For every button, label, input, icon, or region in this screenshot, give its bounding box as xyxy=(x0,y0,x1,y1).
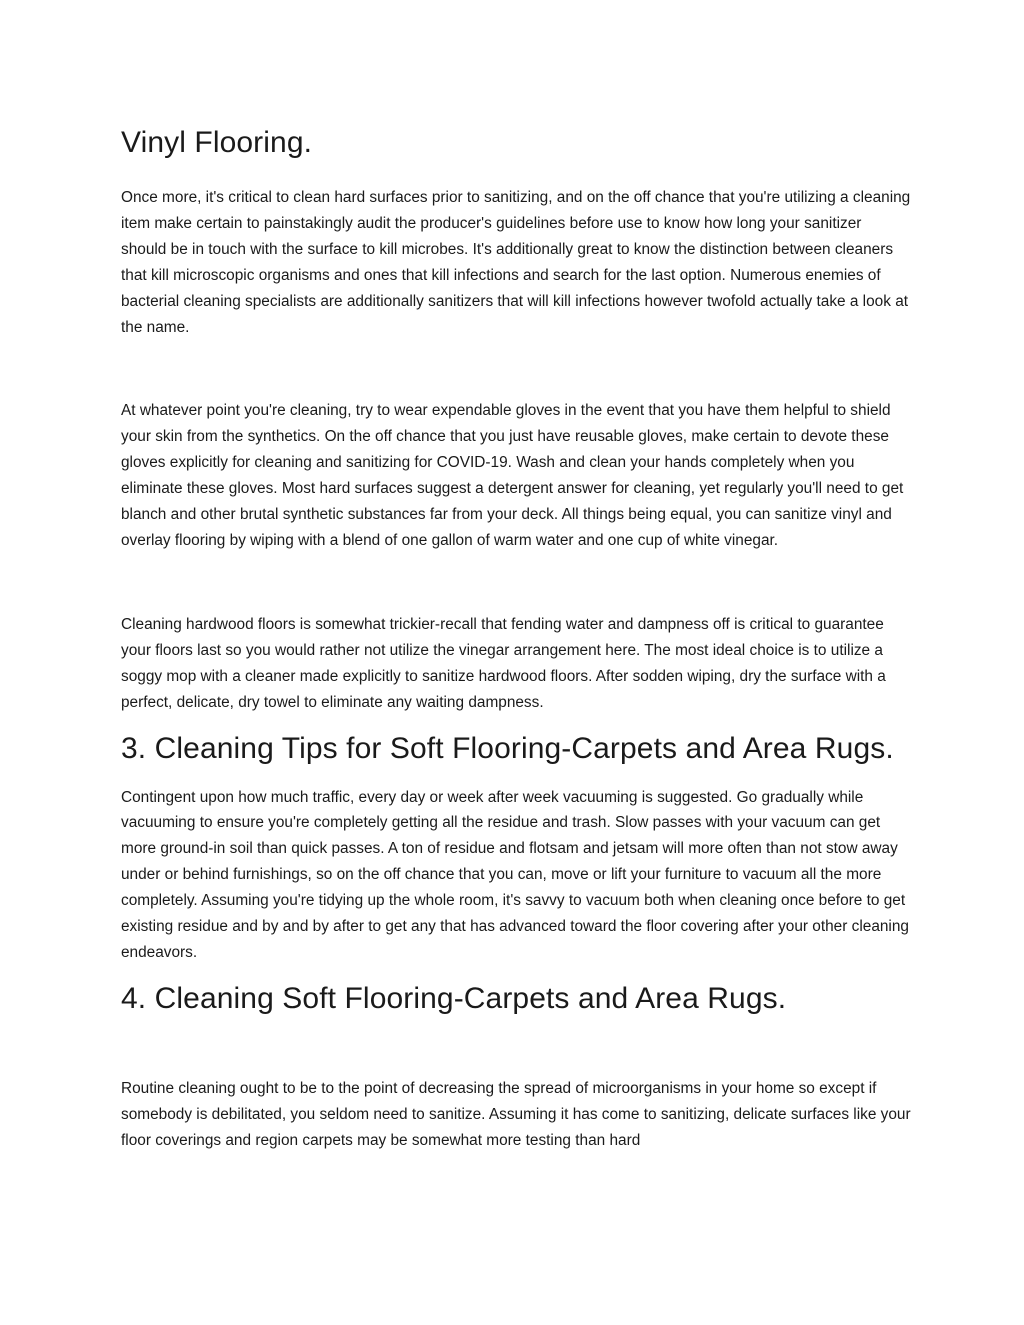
paragraph: At whatever point you're cleaning, try to wear expendable gloves in the event that you have them helpful to shield your skin from the synthetics. On the off chance that you just have reusable gloves, make certain to devote these gloves explicitly for cleaning and sanitizing for COVID-19. Wash and clean your hands completely when you eliminate these gloves. Most hard surfaces suggest a detergent answer for cleaning, yet regularly you'll need to get blanch and other brutal synthetic substances far from your deck. All things being equal, you can sanitize vinyl and overlay flooring by wiping with a blend of one gallon of warm water and one cup of white vinegar. xyxy=(121,402,904,549)
heading-cleaning-soft-flooring: 4. Cleaning Soft Flooring-Carpets and Area Rugs. xyxy=(121,981,787,1015)
paragraph: Routine cleaning ought to be to the point of decreasing the spread of microorganisms in your home so except if somebody is debilitated, you seldom need to sanitize. Assuming it has come to sanitizing, delicate surfaces like your floor coverings and region carpets may be somewhat more testing than hard xyxy=(121,1079,911,1149)
paragraph: Contingent upon how much traffic, every day or week after week vacuuming is suggested. Go gradually while vacuuming to ensure you're completely getting all the residue and trash. Slow passes with your vacuum can get more ground-in soil than quick passes. A ton of residue and flotsam and jetsam will more often than not stow away under or behind furnishings, so on the off chance that you can, move or lift your furniture to vacuum all the more completely. Assuming you're tidying up the whole room, it's savvy to vacuum both when cleaning once before to get existing residue and by and by after to get any that has advanced toward the floor covering after your other cleaning endeavors. xyxy=(121,788,909,961)
heading-vinyl-flooring: Vinyl Flooring. xyxy=(121,126,313,159)
heading-cleaning-tips-soft-flooring: 3. Cleaning Tips for Soft Flooring-Carpets and Area Rugs. xyxy=(121,731,894,765)
paragraph: Once more, it's critical to clean hard surfaces prior to sanitizing, and on the off chance that you're utilizing a cleaning item make certain to painstakingly audit the producer's guidelines before use to know how long your sanitizer should be in touch with the surface to kill microbes. It's additionally great to know the distinction between cleaners that kill microscopic organisms and ones that kill infections and search for the last option. Numerous enemies of bacterial cleaning specialists are additionally sanitizers that will kill infections however twofold actually take a look at the name. xyxy=(121,189,911,336)
document-body xyxy=(121,124,911,1154)
paragraph: Cleaning hardwood floors is somewhat trickier-recall that fending water and dampness off is critical to guarantee your floors last so you would rather not utilize the vinegar arrangement here. The most ideal choice is to utilize a soggy mop with a cleaner made explicitly to sanitize hardwood floors. After sodden wiping, dry the surface with a perfect, delicate, dry towel to eliminate any waiting dampness. xyxy=(121,615,886,711)
